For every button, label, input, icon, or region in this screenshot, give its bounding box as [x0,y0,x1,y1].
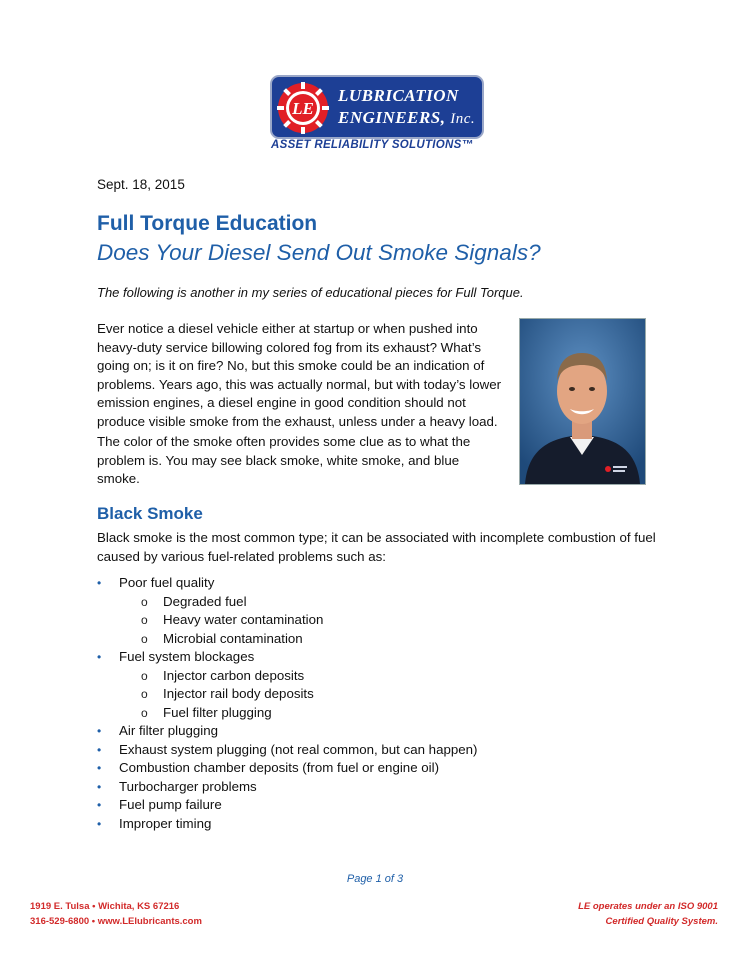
list-item-label: Fuel system blockages [119,649,255,664]
author-portrait-image [520,319,645,484]
bullet-icon: • [97,779,102,794]
circle-bullet-icon: o [141,631,148,646]
bullet-icon: • [97,742,102,757]
logo-badge [270,75,484,139]
document-subtitle: Does Your Diesel Send Out Smoke Signals? [97,240,541,265]
footer-iso-line1: LE operates under an ISO 9001 [578,901,718,912]
logo-brand-line1: LUBRICATION [338,86,459,105]
circle-bullet-icon: o [141,668,148,683]
circle-bullet-icon: o [141,687,148,701]
list-item-label: Fuel pump failure [119,797,222,812]
footer-address-block [30,899,202,929]
section-heading: Black Smoke [97,504,203,523]
company-logo [270,75,486,157]
document-title: Full Torque Education [97,212,318,235]
footer-iso-block [578,899,718,929]
footer-contact: 316-529-6800 • www.LElubricants.com [30,916,202,927]
author-photo [519,318,646,485]
bullet-icon: • [97,761,102,775]
circle-bullet-icon: o [141,613,148,627]
list-item-label: Air filter plugging [119,723,219,738]
list-item-label: Degraded fuel [163,593,247,609]
bullet-icon: • [97,576,102,590]
circle-bullet-icon: o [141,594,148,609]
logo-tagline: ASSET RELIABILITY SOLUTIONS™ [271,139,474,151]
list-item-label: Improper timing [119,815,212,831]
bullet-icon: • [97,724,102,738]
bullet-icon: • [97,798,102,812]
list-item-label: Injector carbon deposits [163,667,305,683]
list-item-label: Fuel filter plugging [163,704,272,720]
list-item-label: Heavy water contamination [163,612,324,627]
paragraph-2: The color of the smoke often provides some clue as to what the problem is. You may see black smoke, white smoke, and blue smoke. [97,434,471,486]
page-number: Page 1 of 3 [346,873,404,885]
logo-brand-suffix: Inc. [450,111,476,127]
document-date: Sept. 18, 2015 [97,177,185,192]
list-item-label: Turbocharger problems [119,778,257,794]
bullet-icon: • [97,816,102,831]
logo-brand-line2 [338,108,475,128]
list-item-label: Injector rail body deposits [163,686,314,701]
list-item-label: Combustion chamber deposits (from fuel or engine oil) [119,760,440,775]
footer-address: 1919 E. Tulsa • Wichita, KS 67216 [30,901,180,912]
list-item-label: Poor fuel quality [119,575,215,590]
paragraph-1: Ever notice a diesel vehicle either at startup or when pushed into heavy-duty service billowing colored fog from its exhaust? What’s going on; is it on fire? No, but this smoke could be an indication of problems. Years ago, this was actually normal, but with today’s lower emission engines, a diesel engine in good condition should not produce visible smoke from the exhaust, unless under a heavy load. [97,321,502,429]
intro-text: The following is another in my series of educational pieces for Full Torque. [97,285,524,300]
bullet-icon: • [97,650,102,664]
list-item-label: Exhaust system plugging (not real common, but can happen) [119,741,478,757]
section-text: Black smoke is the most common type; it can be associated with incomplete combustion of fuel caused by various fuel-related problems such as: [97,530,656,564]
circle-bullet-icon: o [141,705,148,720]
svg-text:LE: LE [292,99,314,118]
logo-brand-line2-text: ENGINEERS, [338,108,446,127]
gear-icon [276,81,330,135]
footer-iso-line2: Certified Quality System. [605,916,718,927]
list-item-label: Microbial contamination [163,630,303,646]
